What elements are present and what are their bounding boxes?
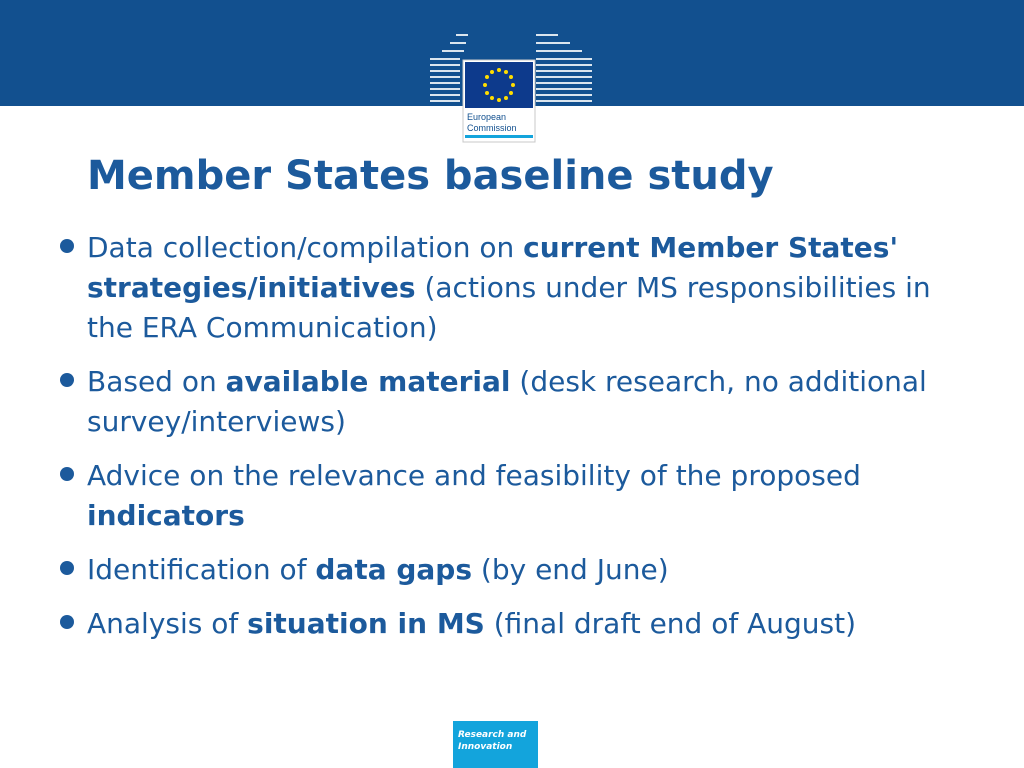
bullet-icon xyxy=(60,615,74,629)
bullet-icon xyxy=(60,373,74,387)
badge-line-innovation: Innovation xyxy=(458,742,513,752)
bullet-item xyxy=(60,604,940,644)
bullet-item xyxy=(60,362,940,442)
bullet-list xyxy=(60,228,940,658)
bullet-item xyxy=(60,550,940,590)
research-innovation-badge xyxy=(453,721,538,768)
bullet-item xyxy=(60,228,940,348)
bullet-text: Data collection/compilation on current Member States' strategies/initiatives (actions under MS responsibilities in the ERA Communication) xyxy=(87,231,931,344)
bullet-icon xyxy=(60,239,74,253)
slide-title: Member States baseline study xyxy=(87,153,774,199)
bullet-text: Based on available material (desk research, no additional survey/interviews) xyxy=(87,365,927,438)
bullet-text: Analysis of situation in MS (final draft end of August) xyxy=(87,607,857,640)
logo-text-european: European xyxy=(467,112,507,122)
logo-text-commission: Commission xyxy=(467,123,517,133)
european-commission-logo xyxy=(430,28,596,143)
bullet-text: Identification of data gaps (by end June) xyxy=(87,553,669,586)
bullet-icon xyxy=(60,467,74,481)
badge-line-research: Research and xyxy=(458,730,527,740)
bullet-item xyxy=(60,456,940,536)
bullet-text: Advice on the relevance and feasibility of the proposed indicators xyxy=(87,459,861,532)
bullet-icon xyxy=(60,561,74,575)
